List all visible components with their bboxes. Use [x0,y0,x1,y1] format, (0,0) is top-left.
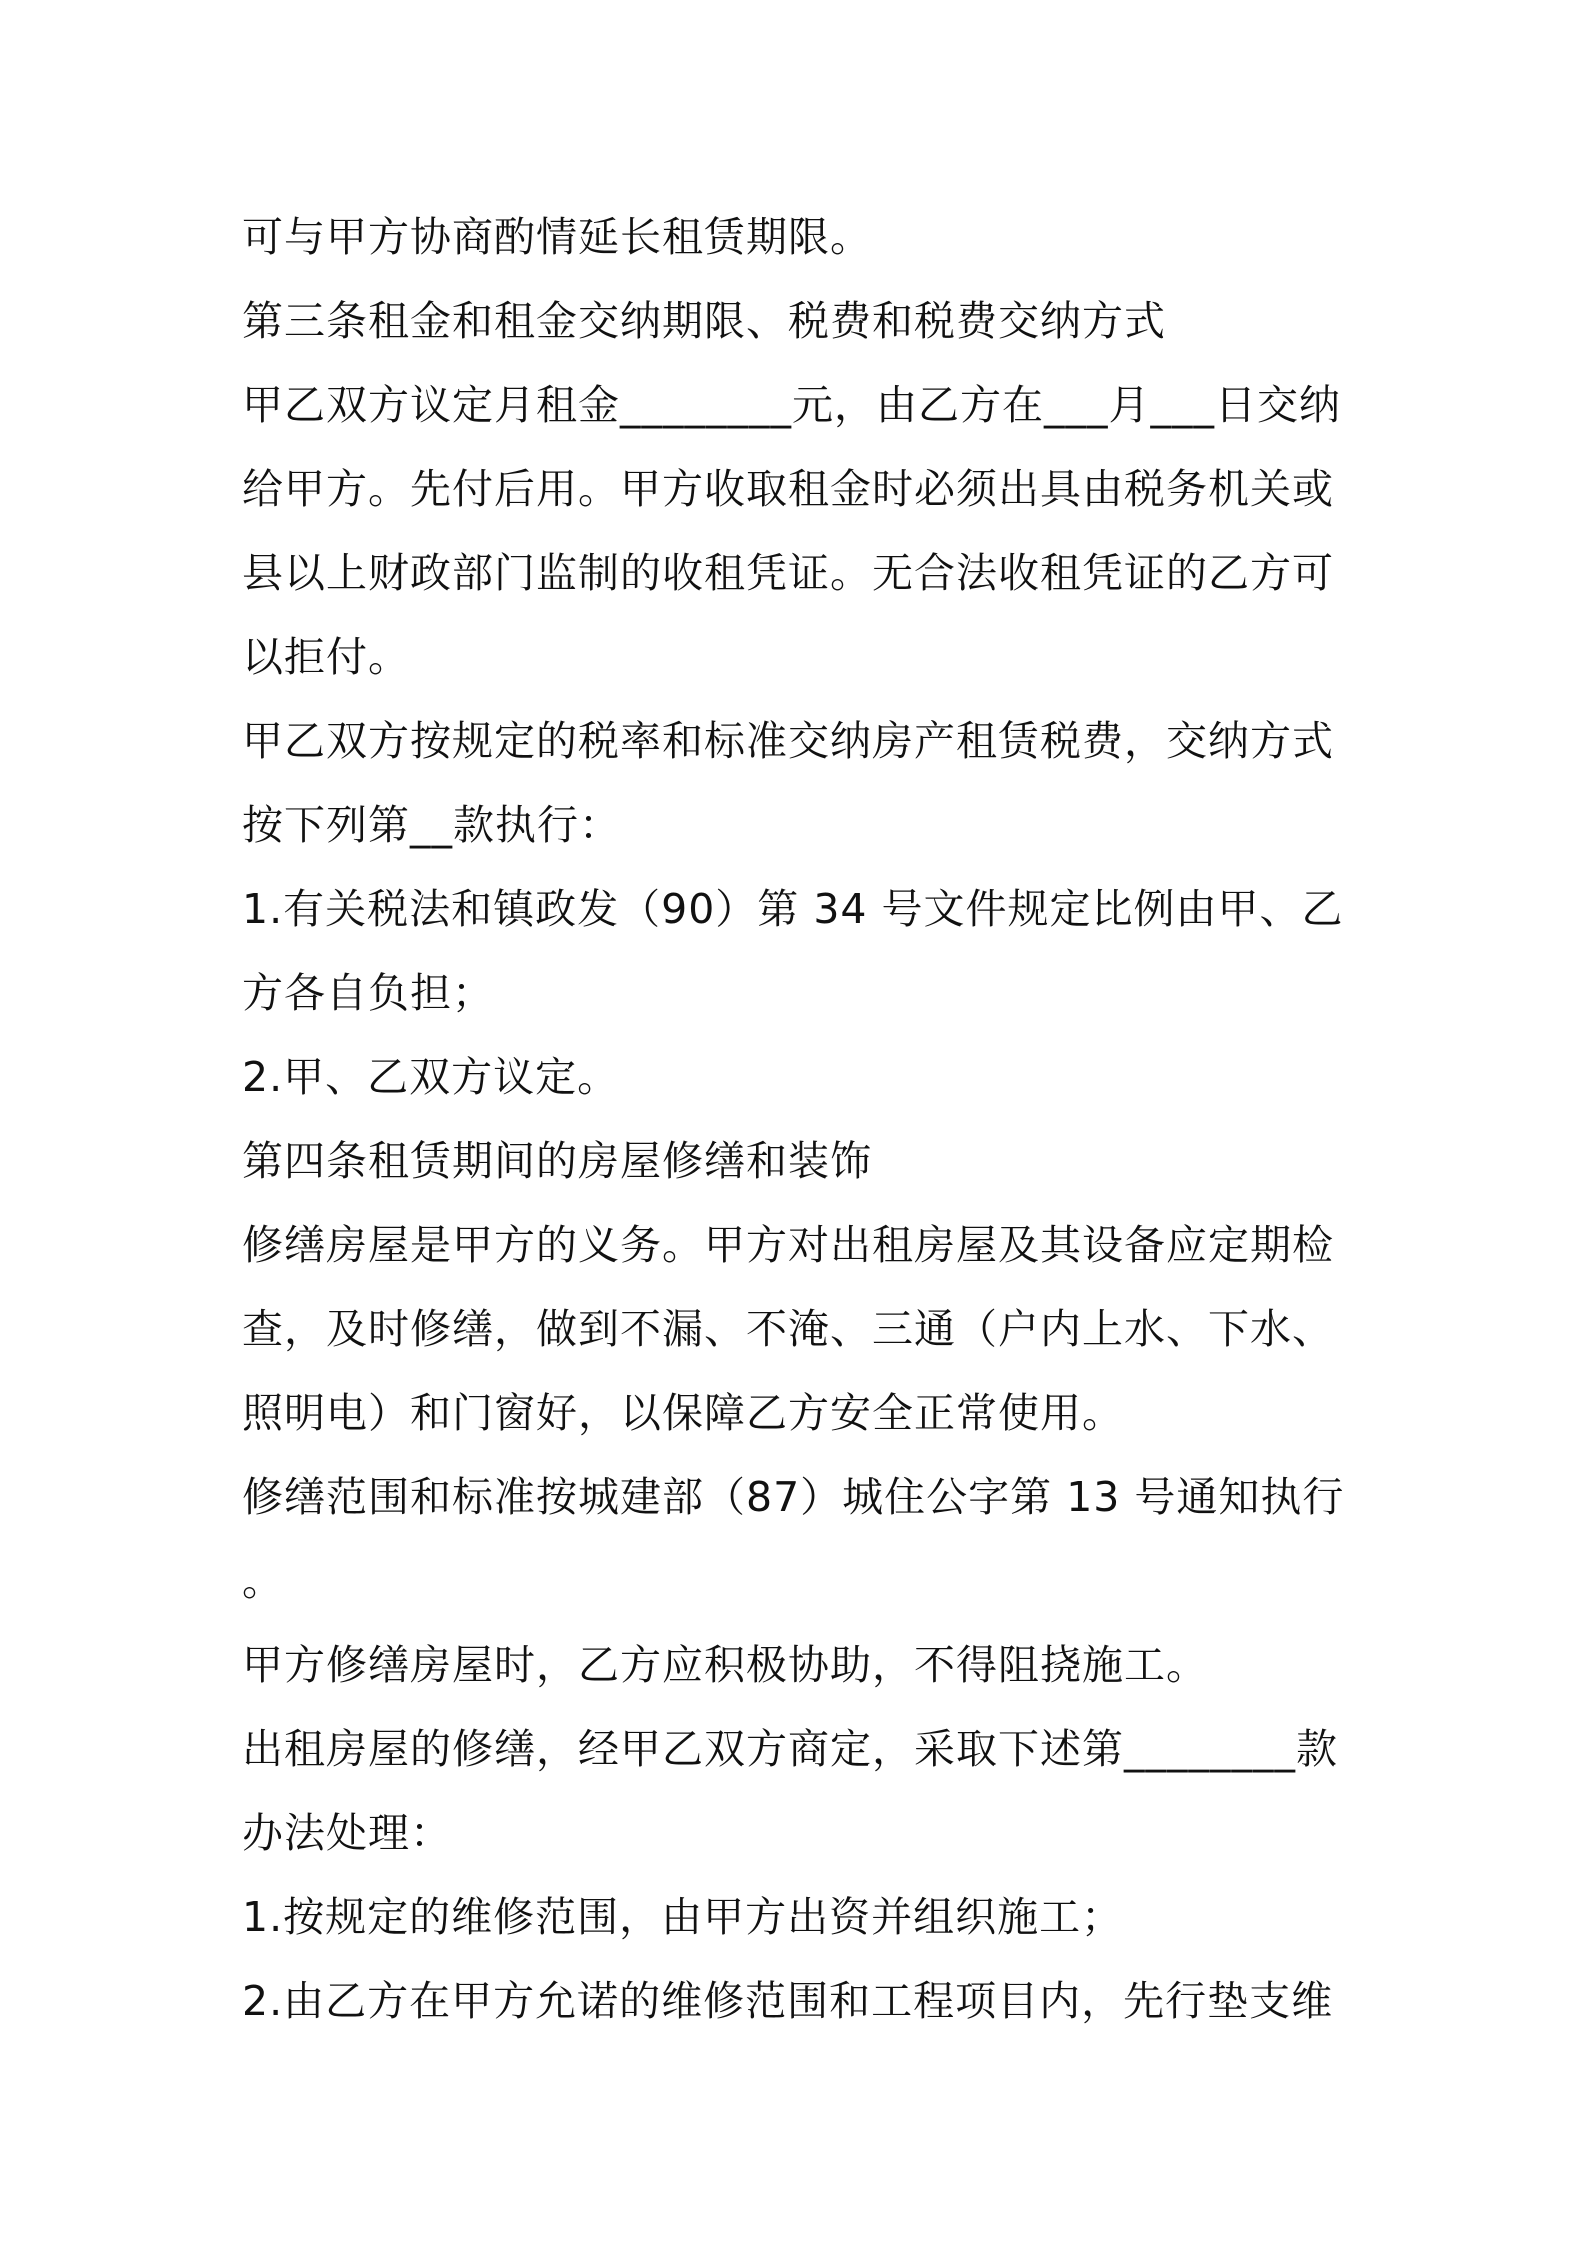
text-line: 方各自负担； [242,969,494,1017]
text-line: 甲乙双方按规定的税率和标准交纳房产租赁税费，交纳方式 [242,717,1334,765]
text-line: 给甲方。先付后用。甲方收取租金时必须出具由税务机关或 [242,465,1334,513]
text-line: 按下列第__款执行： [242,801,621,849]
text-line: 照明电）和门窗好，以保障乙方安全正常使用。 [242,1389,1124,1437]
text-line: 甲乙双方议定月租金________元，由乙方在___月___日交纳 [242,381,1341,429]
text-line: 可与甲方协商酌情延长租赁期限。 [242,213,872,261]
text-line: 甲方修缮房屋时，乙方应积极协助，不得阻挠施工。 [242,1641,1208,1689]
list-item: 1.有关税法和镇政发（90）第 34 号文件规定比例由甲、乙 [242,885,1344,933]
text-line: 。 [242,1557,284,1605]
text-line: 查，及时修缮，做到不漏、不淹、三通（户内上水、下水、 [242,1305,1334,1353]
section-heading: 第三条租金和租金交纳期限、税费和税费交纳方式 [242,297,1166,345]
list-item: 2.由乙方在甲方允诺的维修范围和工程项目内，先行垫支维 [242,1977,1334,2025]
text-line: 以拒付。 [242,633,410,681]
list-item: 1.按规定的维修范围，由甲方出资并组织施工； [242,1893,1124,1941]
list-item: 2.甲、乙双方议定。 [242,1053,620,1101]
text-line: 修缮范围和标准按城建部（87）城住公字第 13 号通知执行 [242,1473,1345,1521]
text-line: 出租房屋的修缮，经甲乙双方商定，采取下述第________款 [242,1725,1338,1773]
section-heading: 第四条租赁期间的房屋修缮和装饰 [242,1137,872,1185]
text-line: 县以上财政部门监制的收租凭证。无合法收租凭证的乙方可 [242,549,1334,597]
text-line: 修缮房屋是甲方的义务。甲方对出租房屋及其设备应定期检 [242,1221,1334,1269]
document-body [242,195,1362,2043]
text-line: 办法处理： [242,1809,452,1857]
